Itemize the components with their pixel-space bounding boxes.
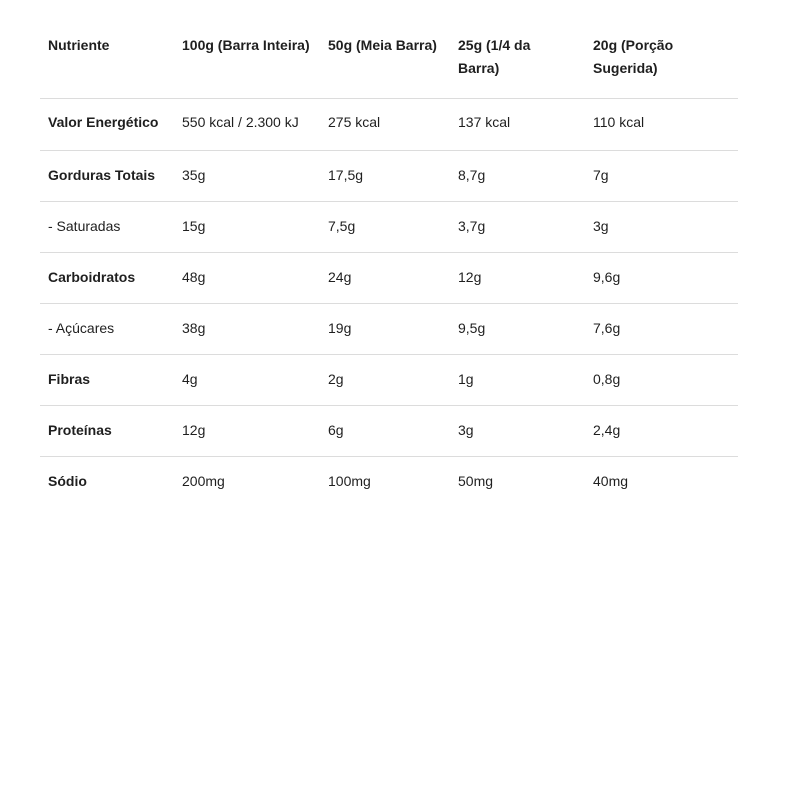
cell-20g: 7,6g [585, 304, 738, 355]
cell-50g: 7,5g [320, 202, 450, 253]
row-name: Gorduras Totais [40, 151, 174, 202]
header-25g: 25g (1/4 da Barra) [450, 22, 585, 99]
cell-100g: 4g [174, 355, 320, 406]
cell-100g: 38g [174, 304, 320, 355]
cell-20g: 3g [585, 202, 738, 253]
cell-50g: 24g [320, 253, 450, 304]
row-name: - Açúcares [40, 304, 174, 355]
cell-25g: 8,7g [450, 151, 585, 202]
cell-50g: 275 kcal [320, 99, 450, 151]
cell-100g: 35g [174, 151, 320, 202]
cell-20g: 7g [585, 151, 738, 202]
cell-50g: 2g [320, 355, 450, 406]
header-nutrient: Nutriente [40, 22, 174, 99]
cell-25g: 50mg [458, 473, 494, 489]
table-header-row [40, 22, 738, 99]
cell-25g: 9,5g [450, 304, 585, 355]
table-row [40, 151, 738, 202]
cell-50g: 19g [320, 304, 450, 355]
cell-25g: 12g [450, 253, 585, 304]
cell-100g: 550 kcal / 2.300 kJ [174, 99, 320, 151]
cell-20g: 110 kcal [585, 99, 738, 151]
header-20g: 20g (Porção Sugerida) [585, 22, 738, 99]
table-row [40, 253, 738, 304]
row-name: Fibras [40, 355, 174, 406]
cell-100g: 200mg [182, 473, 225, 489]
header-100g: 100g (Barra Inteira) [174, 22, 320, 99]
cell-100g: 15g [174, 202, 320, 253]
cell-20g: 2,4g [585, 406, 738, 457]
table-row [40, 99, 738, 151]
table-row [40, 202, 738, 253]
table-row [40, 457, 738, 508]
cell-25g: 3g [450, 406, 585, 457]
cell-25g: 3,7g [450, 202, 585, 253]
row-name: Sódio [48, 473, 87, 489]
row-name: Proteínas [40, 406, 174, 457]
nutrition-table [40, 22, 738, 507]
cell-50g: 17,5g [320, 151, 450, 202]
table-row [40, 355, 738, 406]
cell-20g: 0,8g [585, 355, 738, 406]
table-row [40, 304, 738, 355]
header-50g: 50g (Meia Barra) [320, 22, 450, 99]
cell-20g: 40mg [593, 473, 629, 489]
cell-50g: 100mg [328, 473, 371, 489]
cell-25g: 137 kcal [450, 99, 585, 151]
row-name: Carboidratos [40, 253, 174, 304]
row-name: Valor Energético [40, 99, 174, 151]
cell-100g: 12g [174, 406, 320, 457]
cell-50g: 6g [320, 406, 450, 457]
table-row [40, 406, 738, 457]
cell-20g: 9,6g [585, 253, 738, 304]
row-name: - Saturadas [40, 202, 174, 253]
cell-25g: 1g [450, 355, 585, 406]
cell-100g: 48g [174, 253, 320, 304]
